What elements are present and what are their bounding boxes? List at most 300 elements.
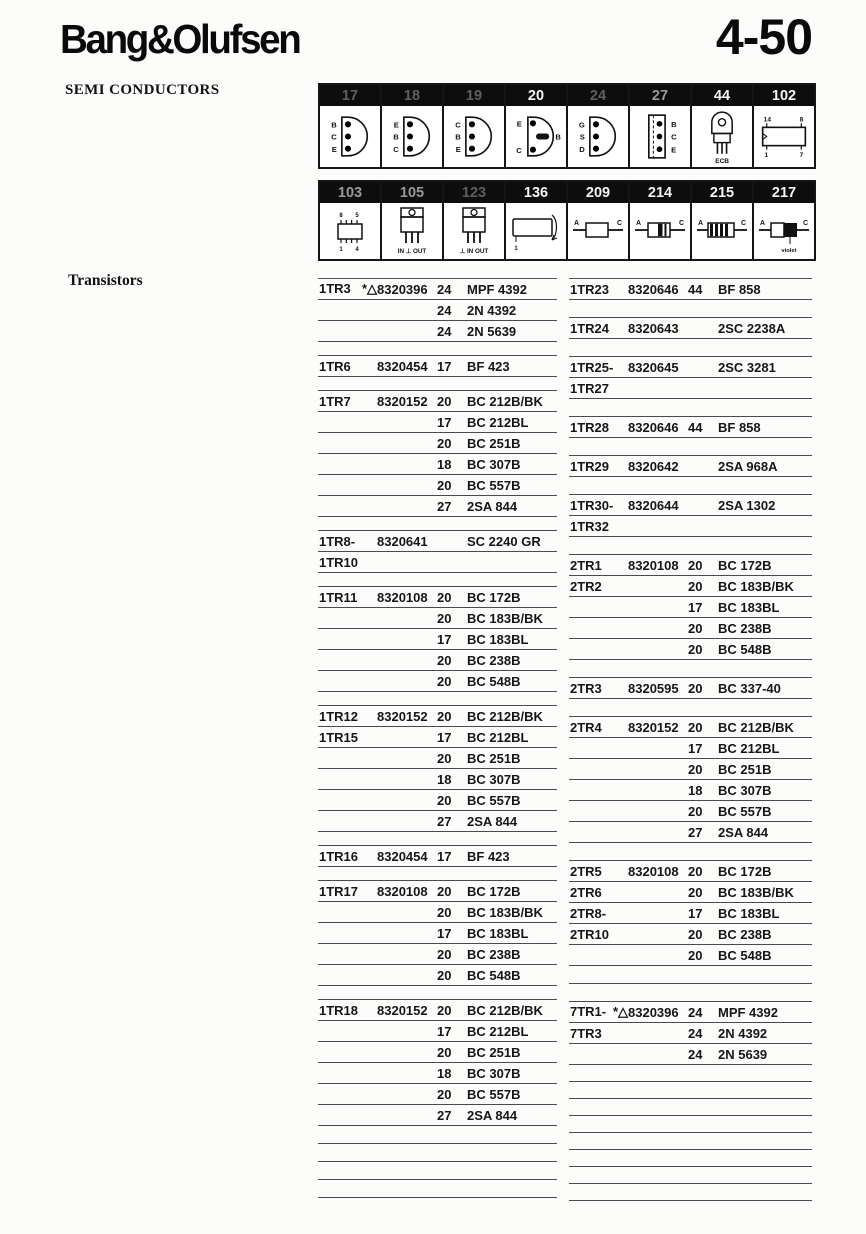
table-row [318,608,557,629]
type-cell: MPF 4392 [467,282,527,297]
svg-text:14: 14 [763,116,772,124]
to92-pinout-icon [382,106,442,167]
table-row [318,1105,557,1126]
to92-slot-pinout-icon [506,106,566,167]
table-row [569,417,812,438]
to126-pinout-icon [692,106,752,167]
part-number-cell: 8320643 [628,321,679,336]
case-code-cell: 20 [437,1003,452,1018]
ref-cell: 1TR23 [570,282,610,297]
part-number-cell: 8320152 [377,394,428,409]
type-cell: BC 212B/BK [718,720,794,735]
package-box-209 [566,180,630,261]
ref-cell: 1TR28 [570,420,610,435]
ref-cell: 1TR3 *△ [319,281,377,296]
svg-text:B: B [555,132,561,142]
case-code-cell: 20 [437,793,452,808]
table-row [569,984,812,1002]
svg-text:C: C [393,144,399,154]
ref-cell: 2TR2 [570,579,602,594]
package-box-27 [628,83,692,169]
package-box-136 [504,180,568,261]
table-row [318,279,557,300]
package-number: 217 [754,182,814,203]
package-number: 19 [444,85,504,106]
svg-text:C: C [671,132,677,142]
type-cell: BC 307B [467,772,521,787]
svg-text:A: A [636,220,642,227]
table-row [569,357,812,378]
case-code-cell: 20 [437,947,452,962]
type-cell: BC 212B/BK [467,709,543,724]
table-row [569,1184,812,1201]
case-code-cell: 20 [437,394,452,409]
type-cell: 2SA 844 [467,499,518,514]
table-row [569,699,812,717]
type-cell: BC 548B [467,674,521,689]
package-number: 102 [754,85,814,106]
table-row [569,477,812,495]
svg-text:1: 1 [514,246,518,252]
package-row-2 [318,180,816,261]
package-number: 18 [382,85,442,106]
to220-regulator-icon [444,203,504,259]
case-code-cell: 20 [437,884,452,899]
case-code-cell: 17 [688,741,703,756]
diode-band-icon [630,203,690,259]
table-row [569,1099,812,1116]
type-cell: BF 858 [718,420,761,435]
type-cell: BC 172B [467,884,521,899]
table-row [318,1084,557,1105]
type-cell: BC 548B [718,948,772,963]
case-code-cell: 18 [437,1066,452,1081]
package-box-217 [752,180,816,261]
table-row [318,748,557,769]
type-cell: BC 251B [718,762,772,777]
case-code-cell: 17 [437,926,452,941]
part-number-cell: 8320595 [628,681,679,696]
transistor-table-right [569,278,812,1201]
dip8-pinout-icon [320,203,380,259]
svg-text:B: B [724,157,729,165]
svg-text:8: 8 [799,116,804,124]
table-row [569,1150,812,1167]
to92-pinout-icon [444,106,504,167]
svg-text:C: C [616,220,622,227]
table-row [318,692,557,706]
part-number-cell: 8320108 [628,864,679,879]
case-code-cell: 20 [437,478,452,493]
table-row [318,531,557,552]
table-row [569,903,812,924]
svg-text:⊥ IN OUT: ⊥ IN OUT [459,248,489,255]
case-code-cell: 20 [688,948,703,963]
svg-text:E: E [393,120,399,130]
svg-text:A: A [760,220,766,227]
section-title: SEMI CONDUCTORS [65,82,220,98]
dip14-pinout-icon [754,106,814,167]
type-cell: BC 238B [467,653,521,668]
svg-text:C: C [719,157,725,165]
approval-mark: *△ [361,281,377,296]
package-box-123 [442,180,506,261]
package-box-20 [504,83,568,169]
case-code-cell: 20 [437,590,452,605]
case-code-cell: 17 [437,359,452,374]
package-box-103 [318,180,382,261]
table-row [318,832,557,846]
flatpack-module-icon [506,203,566,259]
part-number-cell: 8320396 [628,1005,679,1020]
table-row [569,438,812,456]
to92-pinout-icon [320,106,380,167]
case-code-cell: 24 [437,324,452,339]
table-row [569,759,812,780]
table-row [318,321,557,342]
table-row [318,902,557,923]
case-code-cell: 27 [437,1108,452,1123]
package-number: 209 [568,182,628,203]
table-row [569,678,812,699]
part-number-cell: 8320152 [377,1003,428,1018]
svg-text:IN ⊥ OUT: IN ⊥ OUT [397,248,427,255]
table-row [569,966,812,984]
case-code-cell: 20 [688,927,703,942]
table-row [318,923,557,944]
table-row [569,516,812,537]
table-row [569,1167,812,1184]
diode-violet-icon [754,203,814,259]
case-code-cell: 20 [437,968,452,983]
table-row [318,1126,557,1144]
ref-cell: 1TR16 [319,849,359,864]
case-code-cell: 20 [437,611,452,626]
table-row [318,727,557,748]
package-number: 136 [506,182,566,203]
case-code-cell: 17 [437,730,452,745]
table-row [569,378,812,399]
part-number-cell: 8320108 [377,590,428,605]
table-row [318,1021,557,1042]
case-code-cell: 20 [688,642,703,657]
case-code-cell: 17 [688,906,703,921]
svg-text:7: 7 [799,151,804,159]
table-row [569,660,812,678]
part-number-cell: 8320641 [377,534,428,549]
type-cell: BC 183B/BK [467,611,543,626]
svg-text:B: B [393,132,399,142]
table-row [318,300,557,321]
svg-text:C: C [516,145,522,155]
sip-pinout-icon [630,106,690,167]
case-code-cell: 24 [688,1047,703,1062]
table-row [318,944,557,965]
svg-text:C: C [740,220,746,227]
type-cell: BC 557B [467,793,521,808]
ref-cell: 7TR1- *△ [570,1004,628,1019]
case-code-cell: 17 [437,415,452,430]
type-cell: BC 172B [718,558,772,573]
package-number: 105 [382,182,442,203]
part-number-cell: 8320646 [628,420,679,435]
package-number: 123 [444,182,504,203]
package-number: 20 [506,85,566,106]
table-row [318,1162,557,1180]
type-cell: 2SA 968A [718,459,778,474]
type-cell: BC 251B [467,751,521,766]
type-cell: BC 183B/BK [718,579,794,594]
case-code-cell: 20 [437,1045,452,1060]
part-number-cell: 8320646 [628,282,679,297]
table-row [318,629,557,650]
package-number: 24 [568,85,628,106]
type-cell: BC 212BL [467,415,529,430]
part-number-cell: 8320642 [628,459,679,474]
table-row [318,377,557,391]
table-row [569,1133,812,1150]
type-cell: BC 557B [467,1087,521,1102]
case-code-cell: 27 [437,814,452,829]
part-number-cell: 8320396 [377,282,428,297]
case-code-cell: 20 [437,905,452,920]
table-row [569,738,812,759]
ref-cell: 1TR12 [319,709,359,724]
type-cell: BC 183B/BK [718,885,794,900]
ref-cell: 1TR6 [319,359,351,374]
svg-text:violet: violet [781,248,797,254]
table-row [569,861,812,882]
package-number: 215 [692,182,752,203]
package-box-214 [628,180,692,261]
type-cell: BC 307B [467,457,521,472]
type-cell: 2SA 1302 [718,498,776,513]
table-row [318,790,557,811]
package-box-18 [380,83,444,169]
brand-logo: Bang&Olufsen [60,16,300,62]
case-code-cell: 18 [437,772,452,787]
table-row [318,552,557,573]
package-box-102 [752,83,816,169]
table-row [569,1082,812,1099]
package-box-19 [442,83,506,169]
case-code-cell: 20 [688,681,703,696]
ref-cell: 1TR24 [570,321,610,336]
case-code-cell: 18 [688,783,703,798]
table-row [318,1063,557,1084]
table-row [569,945,812,966]
case-code-cell: 20 [437,751,452,766]
case-code-cell: 17 [437,849,452,864]
type-cell: BC 183BL [718,600,780,615]
case-code-cell: 44 [688,282,703,297]
ref-cell: 1TR10 [319,555,359,570]
case-code-cell: 17 [688,600,703,615]
case-code-cell: 20 [688,864,703,879]
type-cell: BC 212B/BK [467,1003,543,1018]
svg-text:C: C [802,220,808,227]
svg-text:A: A [574,220,580,227]
type-cell: MPF 4392 [718,1005,778,1020]
type-cell: BC 183BL [467,632,529,647]
part-number-cell: 8320152 [377,709,428,724]
table-row [569,1044,812,1065]
ref-cell: 1TR8- [319,534,356,549]
type-cell: BC 238B [718,927,772,942]
case-code-cell: 27 [437,499,452,514]
part-number-cell: 8320644 [628,498,679,513]
part-number-cell: 8320454 [377,359,428,374]
case-code-cell: 24 [437,282,452,297]
type-cell: BC 238B [718,621,772,636]
svg-text:C: C [331,132,337,142]
package-number: 103 [320,182,380,203]
table-row [569,924,812,945]
ref-cell: 7TR3 [570,1026,602,1041]
case-code-cell: 17 [437,1024,452,1039]
case-code-cell: 20 [688,720,703,735]
table-row [569,882,812,903]
type-cell: BC 238B [467,947,521,962]
table-row [569,618,812,639]
type-cell: BC 251B [467,1045,521,1060]
table-row [318,356,557,377]
case-code-cell: 27 [688,825,703,840]
table-row [569,1065,812,1082]
table-row [318,517,557,531]
table-row [569,639,812,660]
package-number: 27 [630,85,690,106]
type-cell: BF 423 [467,359,510,374]
case-code-cell: 20 [688,804,703,819]
part-number-cell: 8320454 [377,849,428,864]
diode-plain-icon [568,203,628,259]
ref-cell: 2TR6 [570,885,602,900]
table-row [569,339,812,357]
package-box-105 [380,180,444,261]
table-row [569,597,812,618]
table-row [318,867,557,881]
to92-fet-pinout-icon [568,106,628,167]
svg-text:C: C [455,120,461,130]
package-box-17 [318,83,382,169]
ref-cell: 2TR8- [570,906,607,921]
type-cell: 2N 4392 [467,303,517,318]
package-box-24 [566,83,630,169]
table-row [318,433,557,454]
transistor-table-left [318,278,557,1198]
table-row [569,780,812,801]
type-cell: 2SA 844 [718,825,769,840]
case-code-cell: 24 [437,303,452,318]
part-number-cell: 8320108 [628,558,679,573]
type-cell: BC 557B [467,478,521,493]
type-cell: BC 183BL [718,906,780,921]
table-row [318,965,557,986]
case-code-cell: 24 [688,1005,703,1020]
type-cell: BC 251B [467,436,521,451]
svg-text:5: 5 [355,213,359,219]
part-number-cell: 8320645 [628,360,679,375]
table-row [569,1116,812,1133]
svg-text:S: S [579,132,585,142]
ref-cell: 1TR17 [319,884,359,899]
table-row [318,769,557,790]
type-cell: BF 858 [718,282,761,297]
svg-text:1: 1 [764,151,769,159]
svg-text:4: 4 [355,247,359,253]
ref-cell: 2TR4 [570,720,602,735]
table-row [569,1002,812,1023]
svg-text:B: B [455,132,461,142]
case-code-cell: 44 [688,420,703,435]
package-number: 44 [692,85,752,106]
svg-text:E: E [715,157,720,165]
ref-cell: 1TR27 [570,381,610,396]
svg-text:E: E [455,144,461,154]
table-row [318,391,557,412]
table-row [318,587,557,608]
ref-cell: 2TR10 [570,927,610,942]
table-row [318,1000,557,1021]
case-code-cell: 20 [437,1087,452,1102]
svg-text:1: 1 [339,247,343,253]
table-row [569,555,812,576]
case-code-cell: 20 [437,436,452,451]
ref-cell: 1TR7 [319,394,351,409]
case-code-cell: 17 [437,632,452,647]
table-row [569,822,812,843]
table-row [318,706,557,727]
svg-text:E: E [331,144,337,154]
table-row [318,811,557,832]
type-cell: BC 172B [467,590,521,605]
case-code-cell: 20 [437,674,452,689]
transistors-heading: Transistors [68,272,143,289]
case-code-cell: 20 [688,558,703,573]
case-code-cell: 24 [688,1026,703,1041]
ref-cell: 1TR30- [570,498,614,513]
svg-text:B: B [671,119,677,129]
table-row [569,300,812,318]
table-row [569,801,812,822]
ref-cell: 1TR32 [570,519,610,534]
table-row [318,573,557,587]
svg-text:B: B [331,120,337,130]
type-cell: BC 212BL [718,741,780,756]
svg-text:8: 8 [339,213,343,219]
table-row [569,456,812,477]
type-cell: BC 212B/BK [467,394,543,409]
case-code-cell: 20 [688,621,703,636]
ref-cell: 1TR11 [319,590,358,605]
ref-cell: 1TR15 [319,730,359,745]
table-row [569,399,812,417]
table-row [569,576,812,597]
type-cell: BC 212BL [467,730,529,745]
type-cell: BC 307B [467,1066,521,1081]
table-row [318,671,557,692]
svg-text:G: G [578,120,585,130]
part-number-cell: 8320152 [628,720,679,735]
package-number: 17 [320,85,380,106]
ref-cell: 2TR3 [570,681,602,696]
table-row [318,496,557,517]
svg-text:D: D [579,144,585,154]
case-code-cell: 20 [688,762,703,777]
package-row-1 [318,83,816,169]
table-row [318,1042,557,1063]
